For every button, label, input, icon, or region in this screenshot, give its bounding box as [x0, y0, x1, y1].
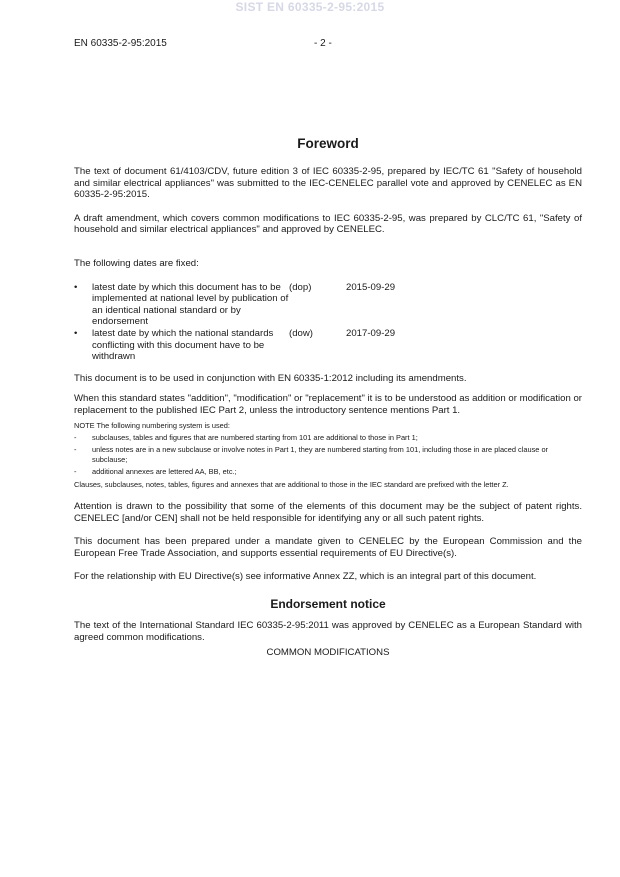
- common-modifications-heading: COMMON MODIFICATIONS: [266, 647, 390, 659]
- foreword-paragraph-2: A draft amendment, which covers common modifications to IEC 60335-2-95, was prepared by CLC/TC 61, "Safety of household and similar electrical appliances" and approved by CENELEC.: [74, 212, 582, 236]
- date-abbreviation: (dop): [289, 281, 312, 293]
- foreword-title: Foreword: [297, 136, 359, 151]
- note-item-text: unless notes are in a new subclause or involve notes in Part 1, they are numbered starting from 101, including those in are placed clause or subclause;: [92, 445, 549, 464]
- dates-intro: The following dates are fixed:: [74, 257, 199, 269]
- foreword-paragraph-5: Attention is drawn to the possibility that some of the elements of this document may be the subject of patent rights. CENELEC [and/or CEN] shall not be held responsible for identifying any or all such patent rights.: [74, 500, 582, 524]
- date-description: latest date by which the national standards conflicting with this document have to be withdrawn: [92, 327, 274, 363]
- endorsement-paragraph: The text of the International Standard IEC 60335-2-95:2011 was approved by CENELEC as a European Standard with agreed common modifications.: [74, 619, 582, 643]
- note-item: - additional annexes are lettered AA, BB, etc.;: [74, 467, 237, 477]
- date-value: 2017-09-29: [346, 327, 396, 339]
- foreword-paragraph-3: This document is to be used in conjunction with EN 60335-1:2012 including its amendments.: [74, 372, 467, 384]
- bullet: •: [74, 281, 78, 293]
- date-item-dop: [74, 282, 582, 328]
- endorsement-title: Endorsement notice: [270, 596, 386, 611]
- date-item-dow: [74, 328, 582, 363]
- note-item-text: additional annexes are lettered AA, BB, etc.;: [92, 467, 237, 477]
- watermark: SIST EN 60335-2-95:2015: [235, 0, 385, 14]
- note-item: - unless notes are in a new subclause or involve notes in Part 1, they are numbered starting from 101, including those in are placed clause or subclause;: [74, 445, 582, 464]
- dates-list: [74, 282, 582, 363]
- foreword-paragraph-6: This document has been prepared under a mandate given to CENELEC by the European Commission and the European Free Trade Association, and supports essential requirements of EU Directive(s).: [74, 536, 582, 559]
- foreword-paragraph-1: The text of document 61/4103/CDV, future edition 3 of IEC 60335-2-95, prepared by IEC/TC 61 "Safety of household and similar electrical appliances" was submitted to the IEC-CENELEC parallel vote and approved by CENELEC as EN 60335-2-95:2015.: [74, 166, 582, 201]
- header-standard-number: EN 60335-2-95:2015: [74, 38, 167, 49]
- date-abbreviation: (dow): [289, 327, 313, 339]
- document-body: [74, 136, 582, 659]
- note-item-text: subclauses, tables and figures that are numbered starting from 101 are additional to those in Part 1;: [92, 432, 418, 442]
- bullet: •: [74, 327, 78, 339]
- foreword-paragraph-4: When this standard states "addition", "modification" or "replacement" it is to be understood as addition or modification or replacement to the published IEC Part 2, unless the introductory sentence mentions Part 1.: [74, 393, 582, 416]
- note-tail: Clauses, subclauses, notes, tables, figures and annexes that are additional to those in the IEC standard are prefixed with the letter Z.: [74, 479, 509, 489]
- note-item: - subclauses, tables and figures that are numbered starting from 101 are additional to those in Part 1;: [74, 432, 418, 442]
- note-heading: NOTE The following numbering system is used:: [74, 420, 230, 430]
- date-description: latest date by which this document has to be implemented at national level by publication of an identical national standard or by endorsement: [92, 281, 289, 328]
- date-value: 2015-09-29: [346, 281, 396, 293]
- foreword-paragraph-7: For the relationship with EU Directive(s) see informative Annex ZZ, which is an integral part of this document.: [74, 571, 537, 583]
- note-list: [74, 433, 582, 477]
- header-page-number: - 2 -: [314, 38, 332, 49]
